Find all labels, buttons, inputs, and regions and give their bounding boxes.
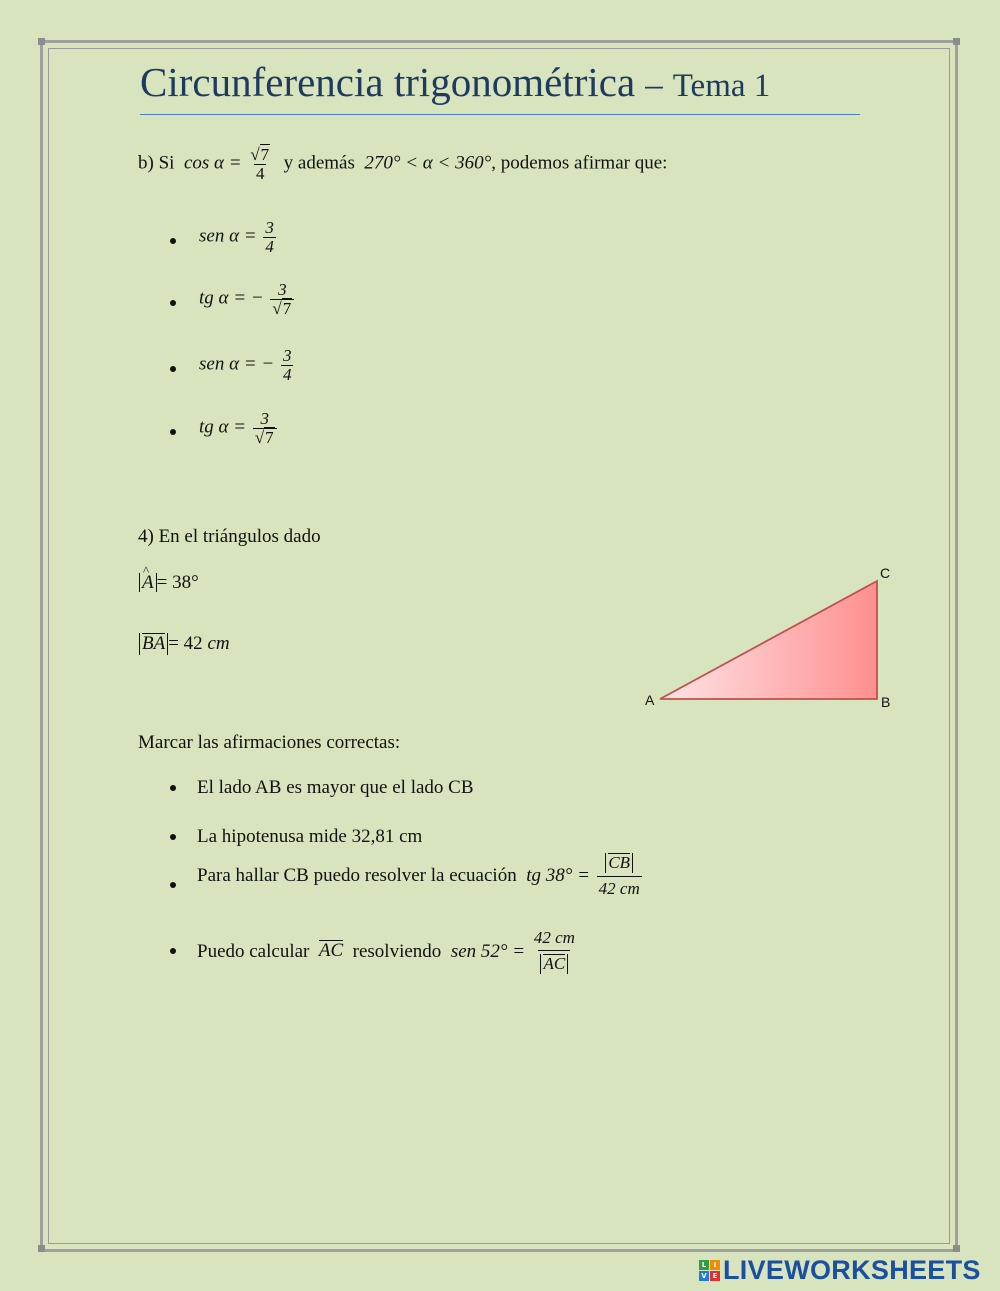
liveworksheets-logo <box>699 1255 981 1285</box>
radicand: 7 <box>265 427 274 447</box>
question-b-tail: , podemos afirmar que: <box>491 152 668 174</box>
instruction: Marcar las afirmaciones correctas: <box>138 732 401 753</box>
side-value: = 42 <box>168 633 203 654</box>
vertex-label-c: C <box>880 565 891 581</box>
equation-numerator: 42 cm <box>533 928 575 947</box>
fraction-numerator: 3 <box>265 218 274 237</box>
option-fraction <box>263 219 276 256</box>
logo-tile: L <box>699 1260 709 1270</box>
vertex-label-b: B <box>881 694 891 710</box>
triangle-figure <box>650 570 900 720</box>
vertex-label-a: A <box>645 692 655 708</box>
bullet <box>170 429 176 435</box>
question-b-lead: b) Si <box>138 152 175 174</box>
option-4-1[interactable]: El lado AB es mayor que el lado CB <box>197 777 474 798</box>
segment-ac: AC <box>318 940 344 962</box>
angle-value: = 38° <box>156 572 199 593</box>
page-title <box>140 58 860 115</box>
bullet <box>170 300 176 306</box>
option-lhs: tg α = − <box>199 287 264 309</box>
question-b-statement <box>138 146 667 183</box>
option-4-4[interactable] <box>197 929 579 974</box>
bullet <box>170 366 176 372</box>
side-abs <box>139 633 168 655</box>
logo-tile: E <box>710 1271 720 1281</box>
title-separator: – <box>645 65 663 104</box>
border-corner <box>38 38 45 45</box>
option-b-1[interactable] <box>199 219 278 256</box>
logo-tile: I <box>710 1260 720 1270</box>
option-b-4[interactable] <box>199 410 279 447</box>
option-lhs: sen α = <box>199 225 257 247</box>
equation-lhs: sen 52° = <box>450 940 526 962</box>
option-text-2: resolviendo <box>352 940 442 962</box>
option-fraction <box>281 347 294 384</box>
angle-abs <box>139 573 157 592</box>
border-corner <box>953 38 960 45</box>
question-4-heading: 4) En el triángulos dado <box>138 526 321 547</box>
bullet <box>170 834 176 840</box>
question-b-range: 270° < α < 360° <box>364 152 492 174</box>
option-b-3[interactable] <box>199 347 295 384</box>
option-text: Puedo calcular <box>197 940 310 962</box>
equation-fraction <box>532 929 577 974</box>
question-b-cos-lhs: cos α = <box>183 152 242 174</box>
option-fraction <box>270 281 294 318</box>
equation-lhs: tg 38° = <box>526 864 590 886</box>
side-given <box>139 633 230 655</box>
fraction-denominator: 4 <box>265 236 274 256</box>
logo-tile: V <box>699 1271 709 1281</box>
side-unit: cm <box>207 633 230 654</box>
title-sub: Tema 1 <box>672 68 771 104</box>
equation-denominator: 42 cm <box>597 876 642 898</box>
border-corner <box>953 1245 960 1252</box>
bullet <box>170 785 176 791</box>
bullet <box>170 948 176 954</box>
sqrt-symbol: √7 <box>272 298 292 318</box>
logo-text: LIVEWORKSHEETS <box>723 1254 981 1285</box>
option-fraction <box>253 410 277 447</box>
bullet <box>170 882 176 888</box>
equation-denominator: AC <box>543 953 566 973</box>
radicand: 7 <box>260 145 270 164</box>
bullet <box>170 238 176 244</box>
fraction-denominator: 4 <box>282 364 292 384</box>
option-text: Para hallar CB puedo resolver la ecuación <box>197 864 517 886</box>
equation-fraction <box>597 853 642 898</box>
angle-var: ^ A <box>142 573 154 592</box>
equation-numerator: CB <box>608 853 631 872</box>
radicand: 7 <box>282 298 292 318</box>
triangle-shape <box>660 581 877 699</box>
fraction-numerator: 3 <box>260 409 269 428</box>
angle-given <box>139 573 199 592</box>
question-b-mid: y además <box>283 152 355 174</box>
side-var: BA <box>142 633 166 654</box>
logo-tiles-icon <box>699 1260 720 1281</box>
fraction-denominator: 4 <box>255 163 265 183</box>
fraction-numerator: 3 <box>278 280 287 299</box>
sqrt-symbol: √7 <box>254 427 274 447</box>
option-4-3[interactable] <box>197 853 644 898</box>
fraction-numerator: 3 <box>282 346 292 365</box>
option-4-2[interactable]: La hipotenusa mide 32,81 cm <box>197 826 423 847</box>
option-lhs: sen α = − <box>199 353 275 375</box>
sqrt-symbol: √7 <box>250 145 270 164</box>
option-b-2[interactable] <box>199 281 296 318</box>
question-b-cos-fraction <box>248 146 272 183</box>
option-lhs: tg α = <box>199 416 247 438</box>
title-main: Circunferencia trigonométrica <box>140 59 636 105</box>
border-corner <box>38 1245 45 1252</box>
